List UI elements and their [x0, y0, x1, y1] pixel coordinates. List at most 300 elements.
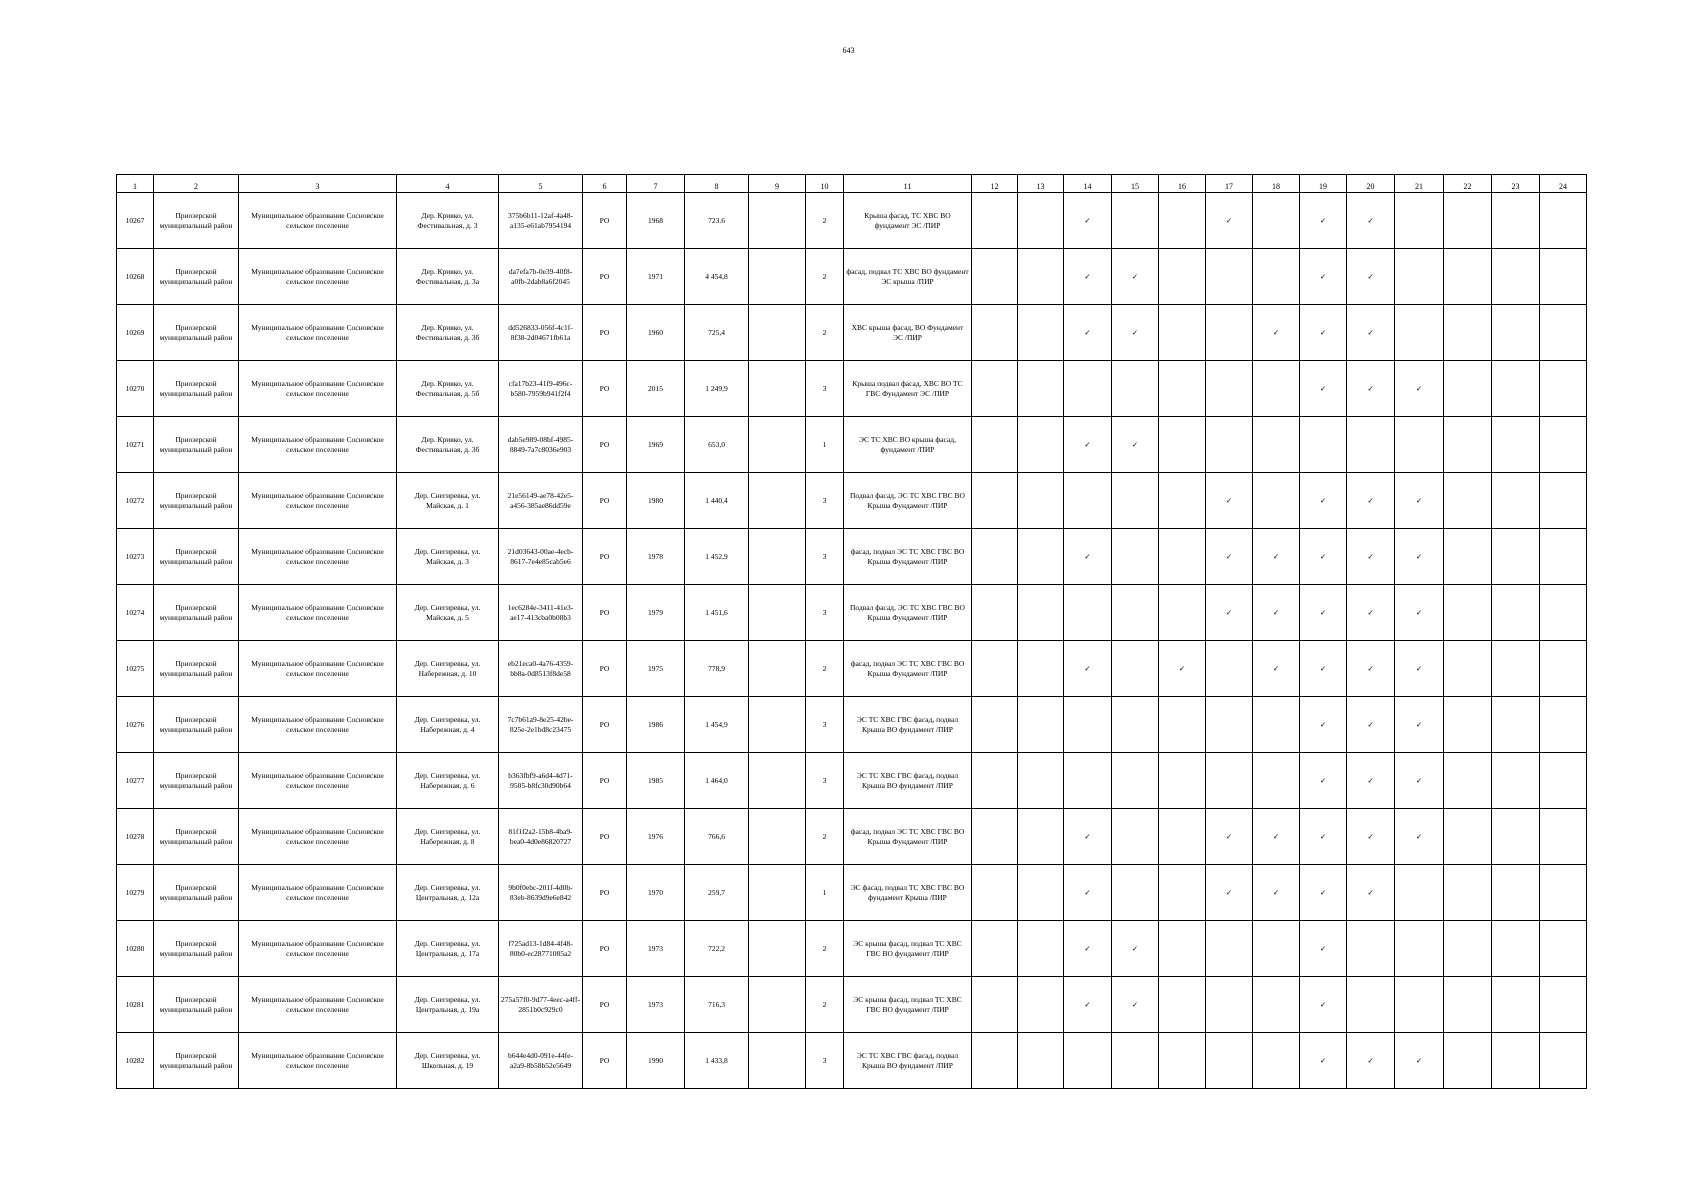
cell-col13 — [1018, 417, 1064, 473]
cell-year: 1973 — [627, 977, 685, 1033]
cell-col10: 3 — [806, 753, 844, 809]
cell-guid: 21e56149-ae78-42e5-a456-385ae86dd59e — [499, 473, 583, 529]
cell-col24 — [1540, 305, 1587, 361]
cell-col17 — [1206, 921, 1253, 977]
cell-col22 — [1444, 193, 1492, 249]
column-header-4: 4 — [397, 175, 499, 193]
cell-col13 — [1018, 641, 1064, 697]
cell-area: 1 433,8 — [685, 1033, 749, 1089]
column-header-5: 5 — [499, 175, 583, 193]
cell-district: Приозерской муниципальный район — [154, 585, 239, 641]
cell-district: Приозерской муниципальный район — [154, 865, 239, 921]
cell-col18 — [1253, 585, 1300, 641]
cell-year: 1971 — [627, 249, 685, 305]
cell-col21 — [1395, 1033, 1444, 1089]
cell-col12 — [972, 529, 1018, 585]
cell-col18 — [1253, 1033, 1300, 1089]
column-header-19: 19 — [1300, 175, 1347, 193]
cell-col13 — [1018, 529, 1064, 585]
cell-col13 — [1018, 865, 1064, 921]
checkmark-icon: ✓ — [1272, 663, 1280, 673]
cell-col18 — [1253, 529, 1300, 585]
cell-id: 10275 — [117, 641, 154, 697]
cell-col16 — [1159, 809, 1206, 865]
column-header-20: 20 — [1347, 175, 1395, 193]
checkmark-icon: ✓ — [1084, 663, 1091, 673]
cell-col21 — [1395, 809, 1444, 865]
cell-col15 — [1112, 473, 1159, 529]
cell-col24 — [1540, 865, 1587, 921]
cell-col12 — [972, 809, 1018, 865]
cell-guid: 21d03643-00ae-4ecb-8617-7e4e85cab5e6 — [499, 529, 583, 585]
cell-form: РО — [583, 361, 627, 417]
cell-col9 — [749, 977, 806, 1033]
cell-col16 — [1159, 921, 1206, 977]
cell-col9 — [749, 417, 806, 473]
cell-municipality: Муниципальное образование Сосновское сельское поселение — [239, 193, 397, 249]
checkmark-icon: ✓ — [1319, 495, 1327, 505]
cell-col13 — [1018, 809, 1064, 865]
checkmark-icon: ✓ — [1319, 551, 1327, 561]
cell-form: РО — [583, 1033, 627, 1089]
cell-address: Дер. Снегиревка, ул. Центральная, д. 17а — [397, 921, 499, 977]
column-header-7: 7 — [627, 175, 685, 193]
cell-guid: 7c7b61a9-8e25-42be-825e-2e1bd8c23475 — [499, 697, 583, 753]
cell-col23 — [1492, 473, 1540, 529]
cell-col22 — [1444, 417, 1492, 473]
cell-id: 10268 — [117, 249, 154, 305]
cell-area: 725,4 — [685, 305, 749, 361]
checkmark-icon: ✓ — [1415, 383, 1423, 393]
cell-area: 1 451,6 — [685, 585, 749, 641]
checkmark-icon: ✓ — [1415, 719, 1423, 729]
cell-col23 — [1492, 1033, 1540, 1089]
checkmark-icon: ✓ — [1131, 271, 1139, 281]
cell-col10: 3 — [806, 585, 844, 641]
header-row — [117, 175, 1587, 193]
cell-col22 — [1444, 753, 1492, 809]
cell-municipality: Муниципальное образование Сосновское сельское поселение — [239, 529, 397, 585]
cell-col18 — [1253, 361, 1300, 417]
cell-guid: b363fbf9-a6d4-4d71-9505-b8fc30d90b64 — [499, 753, 583, 809]
cell-col21 — [1395, 921, 1444, 977]
cell-col9 — [749, 529, 806, 585]
cell-col24 — [1540, 417, 1587, 473]
cell-district: Приозерской муниципальный район — [154, 977, 239, 1033]
cell-area: 722,2 — [685, 921, 749, 977]
cell-col9 — [749, 249, 806, 305]
cell-address: Дер. Снегиревка, ул. Майская, д. 5 — [397, 585, 499, 641]
cell-col21 — [1395, 249, 1444, 305]
cell-col9 — [749, 641, 806, 697]
cell-district: Приозерской муниципальный район — [154, 641, 239, 697]
column-header-23: 23 — [1492, 175, 1540, 193]
cell-area: 778,9 — [685, 641, 749, 697]
cell-col14 — [1064, 809, 1112, 865]
cell-col16 — [1159, 865, 1206, 921]
cell-col24 — [1540, 697, 1587, 753]
cell-area: 4 454,8 — [685, 249, 749, 305]
cell-municipality: Муниципальное образование Сосновское сельское поселение — [239, 809, 397, 865]
cell-col22 — [1444, 585, 1492, 641]
cell-col19 — [1300, 641, 1347, 697]
checkmark-icon: ✓ — [1225, 887, 1233, 897]
cell-col10: 3 — [806, 1033, 844, 1089]
cell-id: 10272 — [117, 473, 154, 529]
cell-works: фасад, подвал ЭС ТС ХВС ГВС ВО Крыша Фундамент /ПИР — [844, 809, 972, 865]
cell-col20 — [1347, 865, 1395, 921]
cell-col17 — [1206, 193, 1253, 249]
cell-col24 — [1540, 753, 1587, 809]
cell-id: 10271 — [117, 417, 154, 473]
cell-col21 — [1395, 193, 1444, 249]
checkmark-icon: ✓ — [1084, 215, 1091, 225]
checkmark-icon: ✓ — [1415, 663, 1423, 673]
table-row — [117, 809, 1587, 865]
cell-district: Приозерской муниципальный район — [154, 361, 239, 417]
cell-area: 1 452,9 — [685, 529, 749, 585]
column-header-21: 21 — [1395, 175, 1444, 193]
cell-col18 — [1253, 473, 1300, 529]
cell-form: РО — [583, 193, 627, 249]
cell-col16 — [1159, 529, 1206, 585]
cell-col21 — [1395, 585, 1444, 641]
cell-col19 — [1300, 921, 1347, 977]
cell-col23 — [1492, 529, 1540, 585]
cell-col12 — [972, 585, 1018, 641]
table-row — [117, 1033, 1587, 1089]
cell-col20 — [1347, 1033, 1395, 1089]
cell-col13 — [1018, 1033, 1064, 1089]
checkmark-icon: ✓ — [1367, 271, 1374, 281]
cell-col21 — [1395, 641, 1444, 697]
cell-address: Дер. Снегиревка, ул. Школьная, д. 19 — [397, 1033, 499, 1089]
cell-guid: dab5e989-08bf-4985-8849-7a7c8036e903 — [499, 417, 583, 473]
column-header-8: 8 — [685, 175, 749, 193]
cell-municipality: Муниципальное образование Сосновское сельское поселение — [239, 249, 397, 305]
cell-col18 — [1253, 921, 1300, 977]
cell-id: 10270 — [117, 361, 154, 417]
column-header-22: 22 — [1444, 175, 1492, 193]
cell-col9 — [749, 585, 806, 641]
cell-col18 — [1253, 809, 1300, 865]
checkmark-icon: ✓ — [1319, 943, 1327, 953]
cell-col24 — [1540, 809, 1587, 865]
cell-area: 1 249,9 — [685, 361, 749, 417]
cell-works: Крыша подвал фасад, ХВС ВО ТС ГВС Фундамент ЭС /ПИР — [844, 361, 972, 417]
checkmark-icon: ✓ — [1367, 775, 1374, 785]
table-row — [117, 193, 1587, 249]
cell-col9 — [749, 753, 806, 809]
checkmark-icon: ✓ — [1084, 439, 1091, 449]
column-header-14: 14 — [1064, 175, 1112, 193]
cell-works: Крыша фасад, ТС ХВС ВО фундамент ЭС /ПИР — [844, 193, 972, 249]
table-body — [117, 193, 1587, 1089]
cell-guid: 375b6b11-12af-4a48-a135-e61ab7954194 — [499, 193, 583, 249]
cell-address: Дер. Кривко, ул. Фестивальная, д. 3 — [397, 193, 499, 249]
cell-col17 — [1206, 473, 1253, 529]
cell-col16 — [1159, 193, 1206, 249]
cell-col20 — [1347, 249, 1395, 305]
cell-col17 — [1206, 865, 1253, 921]
column-header-9: 9 — [749, 175, 806, 193]
cell-col19 — [1300, 809, 1347, 865]
cell-col16 — [1159, 417, 1206, 473]
column-header-13: 13 — [1018, 175, 1064, 193]
cell-district: Приозерской муниципальный район — [154, 473, 239, 529]
cell-col22 — [1444, 1033, 1492, 1089]
cell-col20 — [1347, 473, 1395, 529]
cell-year: 1985 — [627, 753, 685, 809]
table-row — [117, 977, 1587, 1033]
checkmark-icon: ✓ — [1084, 327, 1091, 337]
cell-district: Приозерской муниципальный район — [154, 697, 239, 753]
cell-col14 — [1064, 249, 1112, 305]
cell-municipality: Муниципальное образование Сосновское сельское поселение — [239, 753, 397, 809]
cell-district: Приозерской муниципальный район — [154, 921, 239, 977]
cell-col10: 2 — [806, 977, 844, 1033]
cell-col20 — [1347, 361, 1395, 417]
cell-col14 — [1064, 641, 1112, 697]
cell-col14 — [1064, 921, 1112, 977]
cell-col9 — [749, 1033, 806, 1089]
cell-col20 — [1347, 417, 1395, 473]
checkmark-icon: ✓ — [1367, 383, 1374, 393]
checkmark-icon: ✓ — [1367, 719, 1374, 729]
checkmark-icon: ✓ — [1272, 551, 1280, 561]
checkmark-icon: ✓ — [1319, 215, 1327, 225]
cell-area: 1 464,0 — [685, 753, 749, 809]
cell-col9 — [749, 473, 806, 529]
cell-works: ЭС фасад, подвал ТС ХВС ГВС ВО фундамент Крыша /ПИР — [844, 865, 972, 921]
cell-works: ЭС ТС ХВС ГВС фасад, подвал Крыша ВО фундамент /ПИР — [844, 1033, 972, 1089]
cell-col22 — [1444, 641, 1492, 697]
cell-col16 — [1159, 697, 1206, 753]
cell-col17 — [1206, 249, 1253, 305]
checkmark-icon: ✓ — [1319, 775, 1327, 785]
cell-address: Дер. Снегиревка, ул. Набережная, д. 4 — [397, 697, 499, 753]
cell-col20 — [1347, 641, 1395, 697]
table-row — [117, 753, 1587, 809]
cell-col19 — [1300, 585, 1347, 641]
checkmark-icon: ✓ — [1367, 551, 1374, 561]
cell-col13 — [1018, 977, 1064, 1033]
checkmark-icon: ✓ — [1415, 831, 1423, 841]
cell-year: 1968 — [627, 193, 685, 249]
cell-col15 — [1112, 249, 1159, 305]
cell-municipality: Муниципальное образование Сосновское сельское поселение — [239, 921, 397, 977]
checkmark-icon: ✓ — [1319, 887, 1327, 897]
checkmark-icon: ✓ — [1319, 383, 1327, 393]
cell-col21 — [1395, 753, 1444, 809]
cell-col10: 3 — [806, 529, 844, 585]
column-header-17: 17 — [1206, 175, 1253, 193]
cell-col9 — [749, 305, 806, 361]
cell-col14 — [1064, 417, 1112, 473]
cell-district: Приозерской муниципальный район — [154, 529, 239, 585]
cell-works: ХВС крыша фасад, ВО Фундамент ЭС /ПИР — [844, 305, 972, 361]
cell-col18 — [1253, 697, 1300, 753]
checkmark-icon: ✓ — [1084, 999, 1091, 1009]
checkmark-icon: ✓ — [1131, 439, 1139, 449]
column-header-12: 12 — [972, 175, 1018, 193]
cell-id: 10269 — [117, 305, 154, 361]
cell-col10: 2 — [806, 641, 844, 697]
cell-year: 1960 — [627, 305, 685, 361]
checkmark-icon: ✓ — [1367, 215, 1374, 225]
checkmark-icon: ✓ — [1367, 1055, 1374, 1065]
cell-works: Подвал фасад, ЭС ТС ХВС ГВС ВО Крыша Фундамент /ПИР — [844, 585, 972, 641]
cell-col9 — [749, 361, 806, 417]
checkmark-icon: ✓ — [1084, 271, 1091, 281]
cell-address: Дер. Кривко, ул. Фестивальная, д. 5б — [397, 361, 499, 417]
cell-col20 — [1347, 977, 1395, 1033]
cell-col24 — [1540, 921, 1587, 977]
cell-area: 1 440,4 — [685, 473, 749, 529]
cell-area: 1 454,9 — [685, 697, 749, 753]
cell-col24 — [1540, 361, 1587, 417]
cell-col16 — [1159, 641, 1206, 697]
cell-district: Приозерской муниципальный район — [154, 1033, 239, 1089]
cell-col12 — [972, 641, 1018, 697]
cell-col16 — [1159, 1033, 1206, 1089]
checkmark-icon: ✓ — [1178, 663, 1186, 673]
cell-col9 — [749, 809, 806, 865]
cell-col23 — [1492, 697, 1540, 753]
cell-col24 — [1540, 249, 1587, 305]
cell-col20 — [1347, 585, 1395, 641]
cell-col14 — [1064, 305, 1112, 361]
cell-col20 — [1347, 529, 1395, 585]
checkmark-icon: ✓ — [1319, 327, 1327, 337]
checkmark-icon: ✓ — [1225, 551, 1233, 561]
cell-col16 — [1159, 361, 1206, 417]
cell-col19 — [1300, 193, 1347, 249]
cell-col23 — [1492, 921, 1540, 977]
cell-col17 — [1206, 529, 1253, 585]
cell-col18 — [1253, 249, 1300, 305]
cell-form: РО — [583, 585, 627, 641]
cell-col23 — [1492, 305, 1540, 361]
cell-col9 — [749, 697, 806, 753]
cell-col16 — [1159, 977, 1206, 1033]
checkmark-icon: ✓ — [1319, 271, 1327, 281]
cell-id: 10282 — [117, 1033, 154, 1089]
cell-col16 — [1159, 249, 1206, 305]
cell-guid: 275a57f0-9d77-4eec-a4ff-2851b0c929c0 — [499, 977, 583, 1033]
table-row — [117, 697, 1587, 753]
table-row — [117, 641, 1587, 697]
cell-address: Дер. Снегиревка, ул. Майская, д. 3 — [397, 529, 499, 585]
cell-col22 — [1444, 809, 1492, 865]
cell-col17 — [1206, 809, 1253, 865]
cell-col20 — [1347, 921, 1395, 977]
cell-col22 — [1444, 305, 1492, 361]
checkmark-icon: ✓ — [1084, 831, 1091, 841]
cell-municipality: Муниципальное образование Сосновское сельское поселение — [239, 305, 397, 361]
cell-col15 — [1112, 193, 1159, 249]
cell-col22 — [1444, 529, 1492, 585]
cell-col14 — [1064, 977, 1112, 1033]
checkmark-icon: ✓ — [1272, 607, 1280, 617]
checkmark-icon: ✓ — [1415, 495, 1423, 505]
cell-address: Дер. Снегиревка, ул. Набережная, д. 6 — [397, 753, 499, 809]
checkmark-icon: ✓ — [1319, 719, 1327, 729]
cell-col9 — [749, 865, 806, 921]
cell-col10: 3 — [806, 473, 844, 529]
cell-guid: 81f1f2a2-15b8-4ba9-bea0-4d0e86820727 — [499, 809, 583, 865]
cell-col22 — [1444, 921, 1492, 977]
cell-col21 — [1395, 305, 1444, 361]
table-row — [117, 249, 1587, 305]
checkmark-icon: ✓ — [1319, 663, 1327, 673]
cell-col18 — [1253, 753, 1300, 809]
cell-district: Приозерской муниципальный район — [154, 809, 239, 865]
cell-address: Дер. Снегиревка, ул. Майская, д. 1 — [397, 473, 499, 529]
cell-address: Дер. Снегиревка, ул. Центральная, д. 19а — [397, 977, 499, 1033]
checkmark-icon: ✓ — [1225, 831, 1233, 841]
column-header-11: 11 — [844, 175, 972, 193]
cell-col13 — [1018, 585, 1064, 641]
cell-col17 — [1206, 305, 1253, 361]
cell-col20 — [1347, 305, 1395, 361]
cell-year: 1970 — [627, 865, 685, 921]
cell-col19 — [1300, 529, 1347, 585]
cell-col23 — [1492, 809, 1540, 865]
cell-col12 — [972, 1033, 1018, 1089]
cell-col21 — [1395, 417, 1444, 473]
cell-id: 10273 — [117, 529, 154, 585]
cell-guid: eb21eca0-4a76-4359-bb8a-0d8513f8de58 — [499, 641, 583, 697]
cell-col18 — [1253, 193, 1300, 249]
checkmark-icon: ✓ — [1319, 999, 1327, 1009]
cell-id: 10279 — [117, 865, 154, 921]
cell-col12 — [972, 305, 1018, 361]
cell-col16 — [1159, 473, 1206, 529]
cell-col14 — [1064, 585, 1112, 641]
cell-col23 — [1492, 193, 1540, 249]
cell-col12 — [972, 417, 1018, 473]
checkmark-icon: ✓ — [1084, 887, 1091, 897]
cell-col19 — [1300, 361, 1347, 417]
cell-col15 — [1112, 865, 1159, 921]
cell-col23 — [1492, 641, 1540, 697]
checkmark-icon: ✓ — [1367, 831, 1374, 841]
cell-id: 10281 — [117, 977, 154, 1033]
cell-id: 10277 — [117, 753, 154, 809]
cell-col14 — [1064, 361, 1112, 417]
page-number: 643 — [842, 46, 855, 55]
cell-col21 — [1395, 977, 1444, 1033]
cell-form: РО — [583, 473, 627, 529]
cell-col20 — [1347, 753, 1395, 809]
cell-col15 — [1112, 641, 1159, 697]
cell-col20 — [1347, 697, 1395, 753]
cell-id: 10278 — [117, 809, 154, 865]
cell-guid: 9b0f0ebc-201f-4d0b-83eb-8639d9e6e842 — [499, 865, 583, 921]
cell-guid: f725ad13-1d84-4f48-80b0-ec28771085a2 — [499, 921, 583, 977]
checkmark-icon: ✓ — [1131, 327, 1139, 337]
column-header-3: 3 — [239, 175, 397, 193]
table-row — [117, 585, 1587, 641]
column-header-1: 1 — [117, 175, 154, 193]
cell-district: Приозерской муниципальный район — [154, 249, 239, 305]
cell-works: ЭС ТС ХВС ГВС фасад, подвал Крыша ВО фундамент /ПИР — [844, 697, 972, 753]
cell-municipality: Муниципальное образование Сосновское сельское поселение — [239, 865, 397, 921]
cell-form: РО — [583, 977, 627, 1033]
cell-col20 — [1347, 193, 1395, 249]
cell-year: 1975 — [627, 641, 685, 697]
